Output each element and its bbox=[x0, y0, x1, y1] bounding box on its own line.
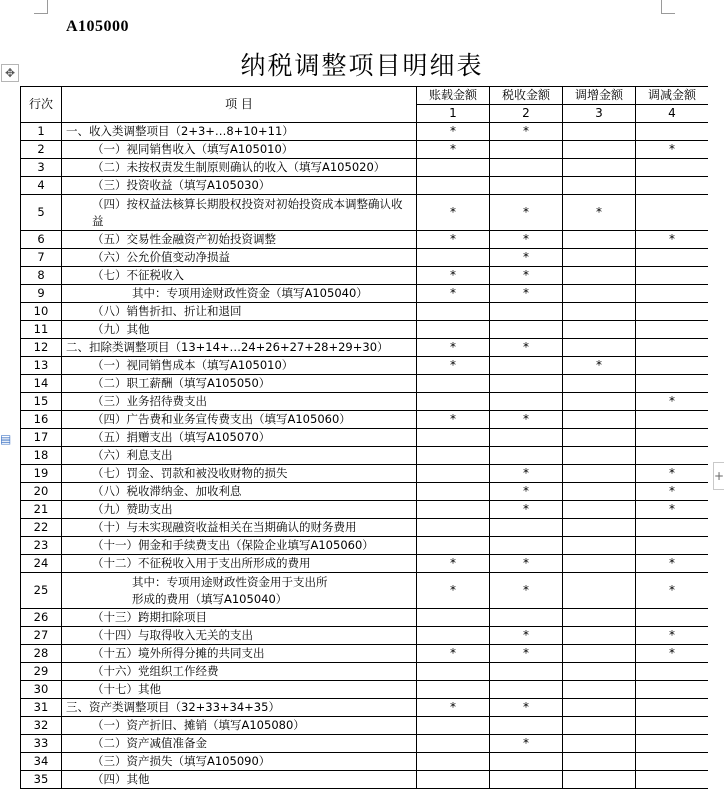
table-row bbox=[21, 645, 709, 663]
book-amount-cell[interactable] bbox=[417, 375, 490, 393]
table-row bbox=[21, 303, 709, 321]
row-number: 24 bbox=[21, 555, 62, 573]
row-item-label: （七）罚金、罚款和被没收财物的损失 bbox=[62, 465, 417, 483]
table-row bbox=[21, 177, 709, 195]
row-number: 28 bbox=[21, 645, 62, 663]
table-row bbox=[21, 465, 709, 483]
table-row bbox=[21, 699, 709, 717]
book-amount-cell[interactable]: * bbox=[417, 411, 490, 429]
tax-amount-cell[interactable] bbox=[490, 537, 563, 555]
row-item-label: （十五）境外所得分摊的共同支出 bbox=[62, 645, 417, 663]
row-number: 8 bbox=[21, 267, 62, 285]
book-amount-cell[interactable]: * bbox=[417, 699, 490, 717]
increase-amount-cell[interactable] bbox=[563, 249, 636, 267]
increase-amount-cell[interactable] bbox=[563, 465, 636, 483]
table-row bbox=[21, 609, 709, 627]
tax-amount-cell[interactable] bbox=[490, 357, 563, 375]
table-row bbox=[21, 123, 709, 141]
decrease-amount-cell[interactable] bbox=[636, 357, 709, 375]
increase-amount-cell[interactable] bbox=[563, 159, 636, 177]
row-number: 34 bbox=[21, 753, 62, 771]
increase-amount-cell[interactable] bbox=[563, 339, 636, 357]
decrease-amount-cell[interactable] bbox=[636, 411, 709, 429]
increase-amount-cell[interactable] bbox=[563, 717, 636, 735]
row-item-label: （九）赞助支出 bbox=[62, 501, 417, 519]
row-number: 15 bbox=[21, 393, 62, 411]
tax-amount-cell[interactable]: * bbox=[490, 195, 563, 231]
row-number: 20 bbox=[21, 483, 62, 501]
increase-amount-cell[interactable] bbox=[563, 285, 636, 303]
decrease-amount-cell[interactable] bbox=[636, 609, 709, 627]
tax-amount-cell[interactable]: * bbox=[490, 627, 563, 645]
document-title: 纳税调整项目明细表 bbox=[240, 51, 484, 80]
row-number: 2 bbox=[21, 141, 62, 159]
table-row bbox=[21, 663, 709, 681]
tax-amount-cell[interactable]: * bbox=[490, 411, 563, 429]
increase-amount-cell[interactable]: * bbox=[563, 357, 636, 375]
row-item-label: （四）其他 bbox=[62, 771, 417, 789]
increase-amount-cell[interactable] bbox=[563, 447, 636, 465]
row-item-label: （十）与未实现融资收益相关在当期确认的财务费用 bbox=[62, 519, 417, 537]
decrease-amount-cell[interactable] bbox=[636, 249, 709, 267]
decrease-amount-cell[interactable]: * bbox=[636, 231, 709, 249]
tax-amount-cell[interactable]: * bbox=[490, 735, 563, 753]
row-item-label: （三）业务招待费支出 bbox=[62, 393, 417, 411]
table-row bbox=[21, 393, 709, 411]
row-number: 35 bbox=[21, 771, 62, 789]
table-row bbox=[21, 483, 709, 501]
tax-amount-cell[interactable]: * bbox=[490, 699, 563, 717]
table-row bbox=[21, 555, 709, 573]
decrease-amount-cell[interactable] bbox=[636, 195, 709, 231]
book-amount-cell[interactable]: * bbox=[417, 573, 490, 609]
decrease-amount-cell[interactable]: * bbox=[636, 645, 709, 663]
increase-amount-cell[interactable] bbox=[563, 141, 636, 159]
decrease-amount-cell[interactable] bbox=[636, 429, 709, 447]
increase-amount-cell[interactable] bbox=[563, 303, 636, 321]
row-item-label: （二）资产减值准备金 bbox=[62, 735, 417, 753]
book-amount-cell[interactable] bbox=[417, 429, 490, 447]
row-number: 5 bbox=[21, 195, 62, 231]
row-item-label: （四）按权益法核算长期股权投资对初始投资成本调整确认收益 bbox=[62, 195, 417, 231]
increase-amount-cell[interactable] bbox=[563, 663, 636, 681]
book-amount-cell[interactable]: * bbox=[417, 231, 490, 249]
row-item-label: （十六）党组织工作经费 bbox=[62, 663, 417, 681]
increase-amount-cell[interactable] bbox=[563, 627, 636, 645]
decrease-amount-cell[interactable] bbox=[636, 519, 709, 537]
increase-amount-cell[interactable] bbox=[563, 771, 636, 789]
row-item-label: （六）公允价值变动净损益 bbox=[62, 249, 417, 267]
row-number: 27 bbox=[21, 627, 62, 645]
increase-amount-cell[interactable] bbox=[563, 411, 636, 429]
row-item-label: （一）资产折旧、摊销（填写A105080） bbox=[62, 717, 417, 735]
decrease-amount-cell[interactable] bbox=[636, 699, 709, 717]
decrease-amount-cell[interactable] bbox=[636, 735, 709, 753]
row-item-label: （十三）跨期扣除项目 bbox=[62, 609, 417, 627]
tax-amount-cell[interactable] bbox=[490, 177, 563, 195]
row-item-label: （二）职工薪酬（填写A105050） bbox=[62, 375, 417, 393]
tax-amount-cell[interactable]: * bbox=[490, 249, 563, 267]
row-item-label: （十七）其他 bbox=[62, 681, 417, 699]
tax-adjustment-table-container bbox=[20, 86, 708, 801]
row-item-label: （五）捐赠支出（填写A105070） bbox=[62, 429, 417, 447]
row-number: 1 bbox=[21, 123, 62, 141]
book-amount-cell[interactable]: * bbox=[417, 645, 490, 663]
tax-amount-cell[interactable]: * bbox=[490, 339, 563, 357]
table-row bbox=[21, 285, 709, 303]
increase-amount-cell[interactable] bbox=[563, 753, 636, 771]
row-item-label: 其中：专项用途财政性资金（填写A105040） bbox=[62, 285, 417, 303]
tax-amount-cell[interactable] bbox=[490, 447, 563, 465]
table-row bbox=[21, 141, 709, 159]
tax-amount-cell[interactable] bbox=[490, 717, 563, 735]
tax-amount-cell[interactable] bbox=[490, 429, 563, 447]
row-number: 6 bbox=[21, 231, 62, 249]
book-amount-cell[interactable] bbox=[417, 627, 490, 645]
table-row bbox=[21, 357, 709, 375]
row-item-label: （七）不征税收入 bbox=[62, 267, 417, 285]
decrease-amount-cell[interactable] bbox=[636, 267, 709, 285]
tax-amount-cell[interactable] bbox=[490, 393, 563, 411]
table-row bbox=[21, 573, 709, 609]
increase-amount-cell[interactable] bbox=[563, 501, 636, 519]
decrease-amount-cell[interactable]: * bbox=[636, 465, 709, 483]
header-col-num: 3 bbox=[563, 105, 636, 123]
row-number: 17 bbox=[21, 429, 62, 447]
table-row bbox=[21, 735, 709, 753]
increase-amount-cell[interactable] bbox=[563, 645, 636, 663]
table-row bbox=[21, 519, 709, 537]
row-number: 12 bbox=[21, 339, 62, 357]
decrease-amount-cell[interactable]: * bbox=[636, 501, 709, 519]
header-increase-amount: 调增金额 bbox=[563, 87, 636, 105]
book-amount-cell[interactable] bbox=[417, 753, 490, 771]
increase-amount-cell[interactable] bbox=[563, 609, 636, 627]
table-row bbox=[21, 249, 709, 267]
decrease-amount-cell[interactable] bbox=[636, 537, 709, 555]
header-decrease-amount: 调减金额 bbox=[636, 87, 709, 105]
book-amount-cell[interactable] bbox=[417, 393, 490, 411]
row-item-label: （二）未按权责发生制原则确认的收入（填写A105020） bbox=[62, 159, 417, 177]
row-number: 11 bbox=[21, 321, 62, 339]
row-number: 19 bbox=[21, 465, 62, 483]
decrease-amount-cell[interactable]: * bbox=[636, 555, 709, 573]
table-row bbox=[21, 501, 709, 519]
book-amount-cell[interactable] bbox=[417, 771, 490, 789]
book-amount-cell[interactable] bbox=[417, 177, 490, 195]
increase-amount-cell[interactable] bbox=[563, 681, 636, 699]
decrease-amount-cell[interactable]: * bbox=[636, 141, 709, 159]
plus-icon[interactable]: + bbox=[713, 462, 724, 490]
increase-amount-cell[interactable] bbox=[563, 267, 636, 285]
tax-amount-cell[interactable]: * bbox=[490, 645, 563, 663]
row-number: 7 bbox=[21, 249, 62, 267]
table-row bbox=[21, 753, 709, 771]
book-amount-cell[interactable] bbox=[417, 681, 490, 699]
tax-adjustment-table bbox=[20, 86, 708, 789]
row-item-label: （六）利息支出 bbox=[62, 447, 417, 465]
increase-amount-cell[interactable] bbox=[563, 429, 636, 447]
row-item-label: 一、收入类调整项目（2+3+…8+10+11） bbox=[62, 123, 417, 141]
tax-amount-cell[interactable] bbox=[490, 321, 563, 339]
row-number: 32 bbox=[21, 717, 62, 735]
table-row bbox=[21, 231, 709, 249]
table-row bbox=[21, 429, 709, 447]
row-number: 13 bbox=[21, 357, 62, 375]
decrease-amount-cell[interactable] bbox=[636, 681, 709, 699]
tax-amount-cell[interactable] bbox=[490, 159, 563, 177]
increase-amount-cell[interactable] bbox=[563, 483, 636, 501]
book-amount-cell[interactable] bbox=[417, 663, 490, 681]
decrease-amount-cell[interactable] bbox=[636, 447, 709, 465]
tax-amount-cell[interactable]: * bbox=[490, 573, 563, 609]
header-row-no: 行次 bbox=[21, 87, 62, 123]
table-body bbox=[21, 123, 709, 789]
row-number: 4 bbox=[21, 177, 62, 195]
form-code: A105000 bbox=[66, 18, 130, 35]
row-number: 21 bbox=[21, 501, 62, 519]
tax-amount-cell[interactable]: * bbox=[490, 285, 563, 303]
book-amount-cell[interactable] bbox=[417, 447, 490, 465]
row-item-label: （八）税收滞纳金、加收利息 bbox=[62, 483, 417, 501]
decrease-amount-cell[interactable] bbox=[636, 321, 709, 339]
tax-amount-cell[interactable]: * bbox=[490, 123, 563, 141]
row-item-label: （一）视同销售成本（填写A105010） bbox=[62, 357, 417, 375]
decrease-amount-cell[interactable]: * bbox=[636, 393, 709, 411]
table-row bbox=[21, 537, 709, 555]
decrease-amount-cell[interactable]: * bbox=[636, 573, 709, 609]
tax-amount-cell[interactable]: * bbox=[490, 483, 563, 501]
header-col-num: 2 bbox=[490, 105, 563, 123]
book-amount-cell[interactable] bbox=[417, 519, 490, 537]
increase-amount-cell[interactable] bbox=[563, 231, 636, 249]
increase-amount-cell[interactable] bbox=[563, 735, 636, 753]
book-amount-cell[interactable] bbox=[417, 483, 490, 501]
book-amount-cell[interactable]: * bbox=[417, 285, 490, 303]
row-item-label: 其中：专项用途财政性资金用于支出所形成的费用（填写A105040） bbox=[62, 573, 417, 609]
row-item-label: （三）资产损失（填写A105090） bbox=[62, 753, 417, 771]
table-row bbox=[21, 627, 709, 645]
header-col-num: 4 bbox=[636, 105, 709, 123]
row-number: 31 bbox=[21, 699, 62, 717]
row-item-label: （一）视同销售收入（填写A105010） bbox=[62, 141, 417, 159]
row-number: 25 bbox=[21, 573, 62, 609]
row-item-label: 三、资产类调整项目（32+33+34+35） bbox=[62, 699, 417, 717]
header-col-num: 1 bbox=[417, 105, 490, 123]
row-item-label: （九）其他 bbox=[62, 321, 417, 339]
table-row bbox=[21, 447, 709, 465]
row-item-label: （八）销售折扣、折让和退回 bbox=[62, 303, 417, 321]
row-number: 33 bbox=[21, 735, 62, 753]
decrease-amount-cell[interactable] bbox=[636, 303, 709, 321]
increase-amount-cell[interactable] bbox=[563, 699, 636, 717]
book-amount-cell[interactable] bbox=[417, 465, 490, 483]
decrease-amount-cell[interactable] bbox=[636, 753, 709, 771]
decrease-amount-cell[interactable] bbox=[636, 177, 709, 195]
increase-amount-cell[interactable] bbox=[563, 375, 636, 393]
row-item-label: （四）广告费和业务宣传费支出（填写A105060） bbox=[62, 411, 417, 429]
book-amount-cell[interactable]: * bbox=[417, 357, 490, 375]
row-number: 30 bbox=[21, 681, 62, 699]
document-icon: ▤ bbox=[0, 432, 12, 446]
tax-amount-cell[interactable]: * bbox=[490, 465, 563, 483]
tax-amount-cell[interactable] bbox=[490, 609, 563, 627]
decrease-amount-cell[interactable]: * bbox=[636, 483, 709, 501]
table-row bbox=[21, 411, 709, 429]
book-amount-cell[interactable] bbox=[417, 501, 490, 519]
row-number: 10 bbox=[21, 303, 62, 321]
header-book-amount: 账载金额 bbox=[417, 87, 490, 105]
increase-amount-cell[interactable] bbox=[563, 393, 636, 411]
decrease-amount-cell[interactable] bbox=[636, 717, 709, 735]
book-amount-cell[interactable] bbox=[417, 321, 490, 339]
tax-amount-cell[interactable]: * bbox=[490, 267, 563, 285]
book-amount-cell[interactable] bbox=[417, 609, 490, 627]
decrease-amount-cell[interactable] bbox=[636, 285, 709, 303]
book-amount-cell[interactable]: * bbox=[417, 267, 490, 285]
tax-amount-cell[interactable] bbox=[490, 375, 563, 393]
increase-amount-cell[interactable]: * bbox=[563, 195, 636, 231]
decrease-amount-cell[interactable] bbox=[636, 159, 709, 177]
increase-amount-cell[interactable] bbox=[563, 555, 636, 573]
row-number: 29 bbox=[21, 663, 62, 681]
tax-amount-cell[interactable] bbox=[490, 771, 563, 789]
tax-amount-cell[interactable]: * bbox=[490, 501, 563, 519]
row-item-label: （三）投资收益（填写A105030） bbox=[62, 177, 417, 195]
tax-amount-cell[interactable] bbox=[490, 663, 563, 681]
row-number: 3 bbox=[21, 159, 62, 177]
row-item-label: （五）交易性金融资产初始投资调整 bbox=[62, 231, 417, 249]
decrease-amount-cell[interactable] bbox=[636, 663, 709, 681]
book-amount-cell[interactable] bbox=[417, 735, 490, 753]
row-number: 14 bbox=[21, 375, 62, 393]
increase-amount-cell[interactable] bbox=[563, 537, 636, 555]
decrease-amount-cell[interactable] bbox=[636, 123, 709, 141]
row-number: 9 bbox=[21, 285, 62, 303]
table-row bbox=[21, 339, 709, 357]
tax-amount-cell[interactable] bbox=[490, 753, 563, 771]
row-item-label: （十一）佣金和手续费支出（保险企业填写A105060） bbox=[62, 537, 417, 555]
book-amount-cell[interactable]: * bbox=[417, 339, 490, 357]
increase-amount-cell[interactable] bbox=[563, 123, 636, 141]
table-row bbox=[21, 771, 709, 789]
book-amount-cell[interactable]: * bbox=[417, 141, 490, 159]
book-amount-cell[interactable] bbox=[417, 537, 490, 555]
increase-amount-cell[interactable] bbox=[563, 519, 636, 537]
row-number: 23 bbox=[21, 537, 62, 555]
tax-amount-cell[interactable]: * bbox=[490, 231, 563, 249]
book-amount-cell[interactable] bbox=[417, 249, 490, 267]
tax-amount-cell[interactable]: * bbox=[490, 555, 563, 573]
tax-amount-cell[interactable] bbox=[490, 141, 563, 159]
tax-amount-cell[interactable] bbox=[490, 519, 563, 537]
book-amount-cell[interactable]: * bbox=[417, 123, 490, 141]
row-number: 18 bbox=[21, 447, 62, 465]
table-row bbox=[21, 681, 709, 699]
row-number: 22 bbox=[21, 519, 62, 537]
row-item-label: （十二）不征税收入用于支出所形成的费用 bbox=[62, 555, 417, 573]
book-amount-cell[interactable]: * bbox=[417, 555, 490, 573]
book-amount-cell[interactable]: * bbox=[417, 195, 490, 231]
decrease-amount-cell[interactable] bbox=[636, 375, 709, 393]
row-number: 16 bbox=[21, 411, 62, 429]
increase-amount-cell[interactable] bbox=[563, 177, 636, 195]
table-row bbox=[21, 375, 709, 393]
increase-amount-cell[interactable] bbox=[563, 321, 636, 339]
table-row bbox=[21, 267, 709, 285]
header-tax-amount: 税收金额 bbox=[490, 87, 563, 105]
tax-amount-cell[interactable] bbox=[490, 681, 563, 699]
row-number: 26 bbox=[21, 609, 62, 627]
decrease-amount-cell[interactable]: * bbox=[636, 627, 709, 645]
table-row bbox=[21, 159, 709, 177]
book-amount-cell[interactable] bbox=[417, 303, 490, 321]
row-item-label: 二、扣除类调整项目（13+14+…24+26+27+28+29+30） bbox=[62, 339, 417, 357]
table-row bbox=[21, 717, 709, 735]
row-item-label: （十四）与取得收入无关的支出 bbox=[62, 627, 417, 645]
book-amount-cell[interactable] bbox=[417, 159, 490, 177]
move-icon[interactable]: ✥ bbox=[1, 64, 19, 82]
decrease-amount-cell[interactable] bbox=[636, 339, 709, 357]
table-row bbox=[21, 321, 709, 339]
header-item: 项 目 bbox=[62, 87, 417, 123]
increase-amount-cell[interactable] bbox=[563, 573, 636, 609]
tax-amount-cell[interactable] bbox=[490, 303, 563, 321]
table-row bbox=[21, 195, 709, 231]
book-amount-cell[interactable] bbox=[417, 717, 490, 735]
decrease-amount-cell[interactable] bbox=[636, 771, 709, 789]
